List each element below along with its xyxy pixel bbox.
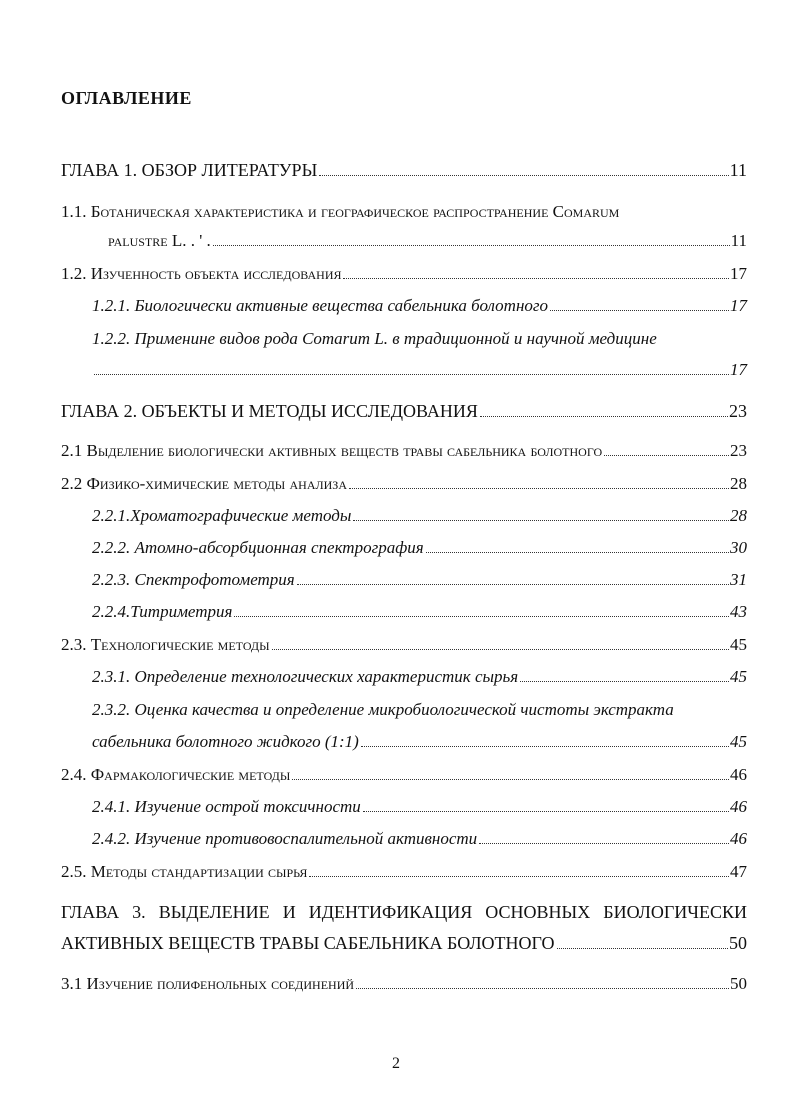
toc-entry-label: 2.3.1. Определение технологических характеристик сырья — [92, 667, 519, 686]
page-number: 2 — [392, 1055, 400, 1072]
leader-dots — [604, 455, 729, 456]
toc-entry-label: 2.3. Технологические методы — [61, 635, 270, 654]
toc-entry-page: 23 — [730, 441, 747, 460]
toc-entry-page: 11 — [730, 231, 747, 250]
leader-dots — [292, 779, 729, 780]
leader-dots — [479, 843, 729, 844]
toc-entry-2-2-3[interactable] — [92, 567, 747, 593]
toc-entry-label: 2.2.2. Атомно-абсорбционная спектрография — [92, 538, 424, 557]
toc-entry-page: 23 — [729, 401, 747, 421]
toc-entry-page: 47 — [730, 862, 747, 881]
toc-entry-page: 11 — [729, 160, 747, 180]
toc-entry-page: 50 — [730, 974, 747, 993]
toc-entry-label: 2.2.3. Спектрофотометрия — [92, 570, 295, 589]
toc-entry-2-3-1[interactable] — [92, 664, 747, 690]
toc-entry-label: 2.2.4.Титриметрия — [92, 602, 233, 621]
toc-entry-page: 17 — [730, 360, 747, 379]
toc-entry-label: 2.2 Физико-химические методы анализа — [61, 474, 347, 493]
toc-entry-page: 45 — [730, 635, 747, 654]
leader-dots — [319, 175, 728, 176]
leader-dots — [361, 746, 729, 747]
leader-dots — [234, 616, 729, 617]
toc-entry-1-2-1[interactable] — [92, 293, 747, 319]
toc-entry-page: 46 — [730, 765, 747, 784]
toc-entry-label: 1.2.1. Биологически активные вещества сабельника болотного — [92, 296, 549, 315]
toc-entry-label: 2.2.1.Хроматографические методы — [92, 506, 352, 525]
toc-entry-page: 17 — [730, 296, 747, 315]
toc-entry-page: 50 — [729, 933, 747, 953]
toc-entry-label: 2.1 Выделение биологически активных веществ травы сабельника болотного — [61, 441, 603, 460]
leader-dots — [353, 520, 729, 521]
toc-entry-chapter-1[interactable] — [61, 157, 747, 183]
leader-dots — [343, 278, 729, 279]
toc-entry-page: 43 — [730, 602, 747, 621]
toc-entry-label: 1.2. Изученность объекта исследования — [61, 264, 342, 283]
toc-entry-2-3[interactable] — [61, 632, 747, 658]
toc-entry-2-4[interactable] — [61, 762, 747, 788]
toc-entry-page: 31 — [730, 570, 747, 589]
leader-dots — [557, 948, 729, 949]
leader-dots — [297, 584, 729, 585]
leader-dots — [356, 988, 729, 989]
toc-entry-page: 28 — [730, 506, 747, 525]
toc-entry-1-2-2[interactable] — [92, 357, 747, 383]
toc-entry-label: 2.4.1. Изучение острой токсичности — [92, 797, 361, 816]
toc-entry-page: 17 — [730, 264, 747, 283]
toc-entry-page: 46 — [730, 797, 747, 816]
leader-dots — [363, 811, 729, 812]
toc-entry-1-2-2-line1[interactable]: 1.2.2. Применине видов рода Comarum L. в традиционной и научной медицине — [92, 329, 657, 348]
toc-entry-label: ГЛАВА 1. ОБЗОР ЛИТЕРАТУРЫ — [61, 160, 318, 180]
toc-entry-chapter-3[interactable] — [61, 930, 747, 956]
toc-entry-2-5[interactable] — [61, 859, 747, 885]
toc-entry-page: 30 — [730, 538, 747, 557]
leader-dots — [94, 374, 729, 375]
toc-entry-2-2[interactable] — [61, 471, 747, 497]
toc-heading: ОГЛАВЛЕНИЕ — [61, 88, 192, 108]
toc-entry-label: 2.4. Фармакологические методы — [61, 765, 291, 784]
toc-entry-1-2[interactable] — [61, 261, 747, 287]
toc-entry-label: 3.1 Изучение полифенольных соединений — [61, 974, 355, 993]
toc-entry-1-1[interactable] — [108, 228, 747, 254]
toc-entry-chapter-3-line1[interactable]: ГЛАВА 3. ВЫДЕЛЕНИЕ И ИДЕНТИФИКАЦИЯ ОСНОВНЫХ БИОЛОГИЧЕСКИ — [61, 902, 747, 922]
toc-entry-label: 2.5. Методы стандартизации сырья — [61, 862, 308, 881]
toc-entry-2-2-2[interactable] — [92, 535, 747, 561]
toc-entry-page: 45 — [730, 732, 747, 751]
toc-entry-2-4-1[interactable] — [92, 794, 747, 820]
toc-entry-page: 45 — [730, 667, 747, 686]
leader-dots — [550, 310, 729, 311]
toc-entry-label: palustre L. . ' . — [108, 231, 211, 250]
toc-entry-label: сабельника болотного жидкого (1:1) — [92, 732, 359, 751]
toc-entry-2-2-1[interactable] — [92, 503, 747, 529]
leader-dots — [480, 416, 728, 417]
leader-dots — [520, 681, 729, 682]
toc-entry-2-3-2-line1[interactable]: 2.3.2. Оценка качества и определение микробиологической чистоты экстракта — [92, 700, 674, 719]
toc-entry-page: 46 — [730, 829, 747, 848]
leader-dots — [426, 552, 729, 553]
toc-entry-chapter-2[interactable] — [61, 398, 747, 424]
toc-entry-page: 28 — [730, 474, 747, 493]
toc-entry-2-4-2[interactable] — [92, 826, 747, 852]
toc-entry-label: ГЛАВА 2. ОБЪЕКТЫ И МЕТОДЫ ИССЛЕДОВАНИЯ — [61, 401, 478, 421]
toc-entry-2-1[interactable] — [61, 438, 747, 464]
leader-dots — [309, 876, 729, 877]
toc-entry-3-1[interactable] — [61, 971, 747, 997]
toc-entry-label: АКТИВНЫХ ВЕЩЕСТВ ТРАВЫ САБЕЛЬНИКА БОЛОТНОГО — [61, 933, 555, 953]
toc-entry-1-1-line1[interactable]: 1.1. Ботаническая характеристика и географическое распространение Comarum — [61, 202, 620, 221]
toc-entry-label: 2.4.2. Изучение противовоспалительной активности — [92, 829, 478, 848]
leader-dots — [349, 488, 729, 489]
toc-entry-2-2-4[interactable] — [92, 599, 747, 625]
leader-dots — [272, 649, 729, 650]
leader-dots — [213, 245, 730, 246]
toc-entry-2-3-2[interactable] — [92, 729, 747, 755]
